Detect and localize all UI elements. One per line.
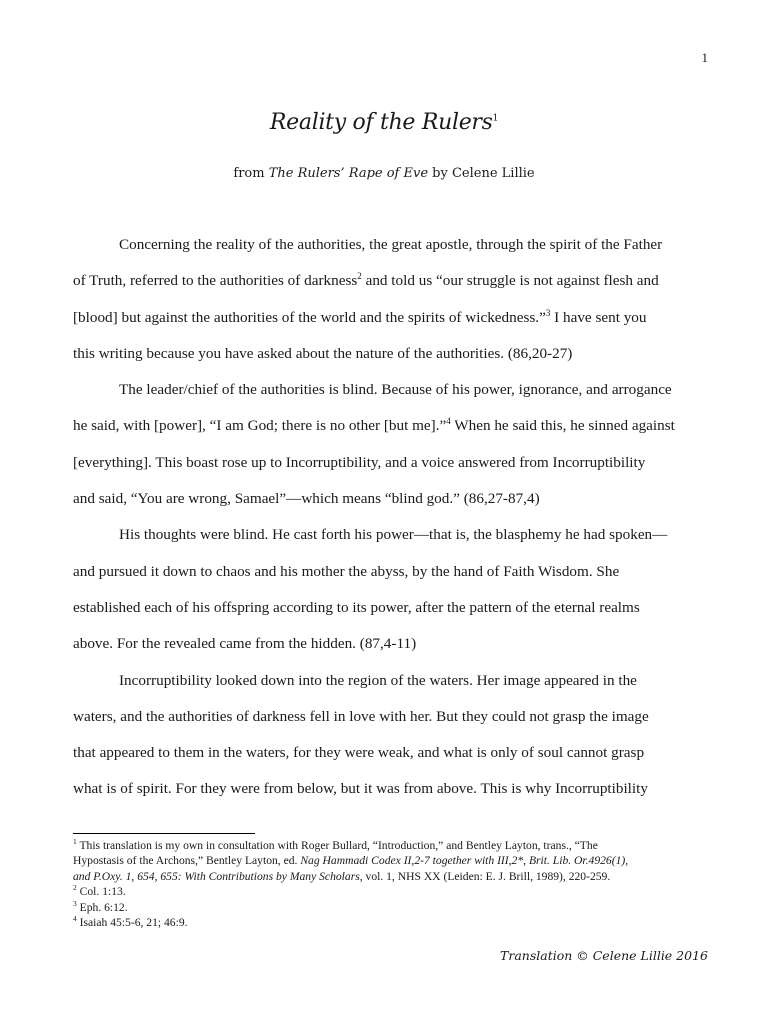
text-span: Isaiah 45:5-6, 21; 46:9. <box>76 916 188 930</box>
document-subtitle <box>0 166 768 181</box>
paragraph-2-line-3: [everything]. This boast rose up to Incorruptibility, and a voice answered from Incorruptibility <box>73 453 646 471</box>
title-footnote-ref[interactable]: 1 <box>492 113 499 124</box>
paragraph-4-line-3: that appeared to them in the waters, for they were weak, and what is only of soul cannot grasp <box>73 744 645 762</box>
subtitle-work-title: The Rulers’ Rape of Eve <box>268 166 429 181</box>
paragraph-1-line-2 <box>73 263 700 299</box>
paragraph-1-line-1: Concerning the reality of the authorities, the great apostle, through the spirit of the Father <box>119 236 663 253</box>
footnote-4-number: 4 <box>73 914 77 924</box>
footnote-ref-3[interactable]: 3 <box>545 307 551 318</box>
subtitle-author: by Celene Lillie <box>428 166 535 181</box>
text-span: [blood] but against the authorities of the world and the spirits of wickedness.” <box>73 308 546 326</box>
paragraph-3-line-2: and pursued it down to chaos and his mother the abyss, by the hand of Faith Wisdom. She <box>73 562 620 580</box>
footnote-1-number: 1 <box>73 837 77 847</box>
text-span: and told us “our struggle is not against flesh and <box>361 272 659 290</box>
footnote-1-line-2 <box>73 853 713 868</box>
text-span: When he said this, he sinned against <box>450 417 675 435</box>
paragraph-4-line-2: waters, and the authorities of darkness fell in love with her. But they could not grasp the image <box>73 707 649 725</box>
footnote-2-number: 2 <box>73 883 77 893</box>
document-title <box>0 110 768 135</box>
footnote-ref-4[interactable]: 4 <box>446 416 451 427</box>
paragraph-2-line-1: The leader/chief of the authorities is blind. Because of his power, ignorance, and arrogance <box>119 381 672 399</box>
text-span: Hypostasis of the Archons,” Bentley Layton, ed. <box>73 854 301 868</box>
text-span: Col. 1:13. <box>76 885 126 899</box>
page-number: 1 <box>701 50 708 65</box>
footnote-1-line-1 <box>73 838 713 853</box>
text-span: I have sent you <box>550 308 647 326</box>
paragraph-1-line-3 <box>73 300 700 336</box>
paragraph-3-line-4: above. For the revealed came from the hidden. (87,4-11) <box>73 635 417 653</box>
text-span: Eph. 6:12. <box>76 900 128 914</box>
footer-copyright: Translation © Celene Lillie 2016 <box>500 948 708 963</box>
footnote-ref-2[interactable]: 2 <box>357 271 362 282</box>
footnote-separator <box>73 833 255 834</box>
footnotes <box>73 838 713 930</box>
paragraph-2-line-2 <box>73 408 700 444</box>
footnote-2 <box>73 884 713 899</box>
paragraph-3-line-1: His thoughts were blind. He cast forth his power—that is, the blasphemy he had spoken— <box>119 526 668 544</box>
footnote-1-book-title: Nag Hammadi Codex II,2-7 together with III,2*, Brit. Lib. Or.4926(1), <box>300 854 629 868</box>
title-text: Reality of the Rulers <box>269 110 493 135</box>
footnote-1-book-title-cont: and P.Oxy. 1, 654, 655: With Contributions by Many Scholars <box>73 869 360 883</box>
body-text <box>73 227 700 808</box>
text-span: This translation is my own in consultation with Roger Bullard, “Introduction,” and Bentley Layton, trans., “The <box>76 839 598 852</box>
paragraph-2-line-4: and said, “You are wrong, Samael”—which means “blind god.” (86,27-87,4) <box>73 490 540 508</box>
footnote-4 <box>73 915 713 930</box>
paragraph-4-line-4: what is of spirit. For they were from below, but it was from above. This is why Incorruptibility <box>73 780 648 798</box>
subtitle-prefix: from <box>233 166 269 181</box>
text-span: , vol. 1, NHS XX (Leiden: E. J. Brill, 1989), 220-259. <box>359 869 611 883</box>
text-span: of Truth, referred to the authorities of darkness <box>73 272 358 290</box>
paragraph-1-line-4: this writing because you have asked about the nature of the authorities. (86,20-27) <box>73 344 573 362</box>
paragraph-3-line-3: established each of his offspring according to its power, after the pattern of the eternal realms <box>73 598 640 616</box>
text-span: he said, with [power], “I am God; there is no other [but me].” <box>73 417 447 435</box>
paragraph-4-line-1: Incorruptibility looked down into the region of the waters. Her image appeared in the <box>119 671 637 689</box>
footnote-3-number: 3 <box>73 898 77 908</box>
footnote-1-line-3 <box>73 869 713 884</box>
footnote-3 <box>73 900 713 915</box>
